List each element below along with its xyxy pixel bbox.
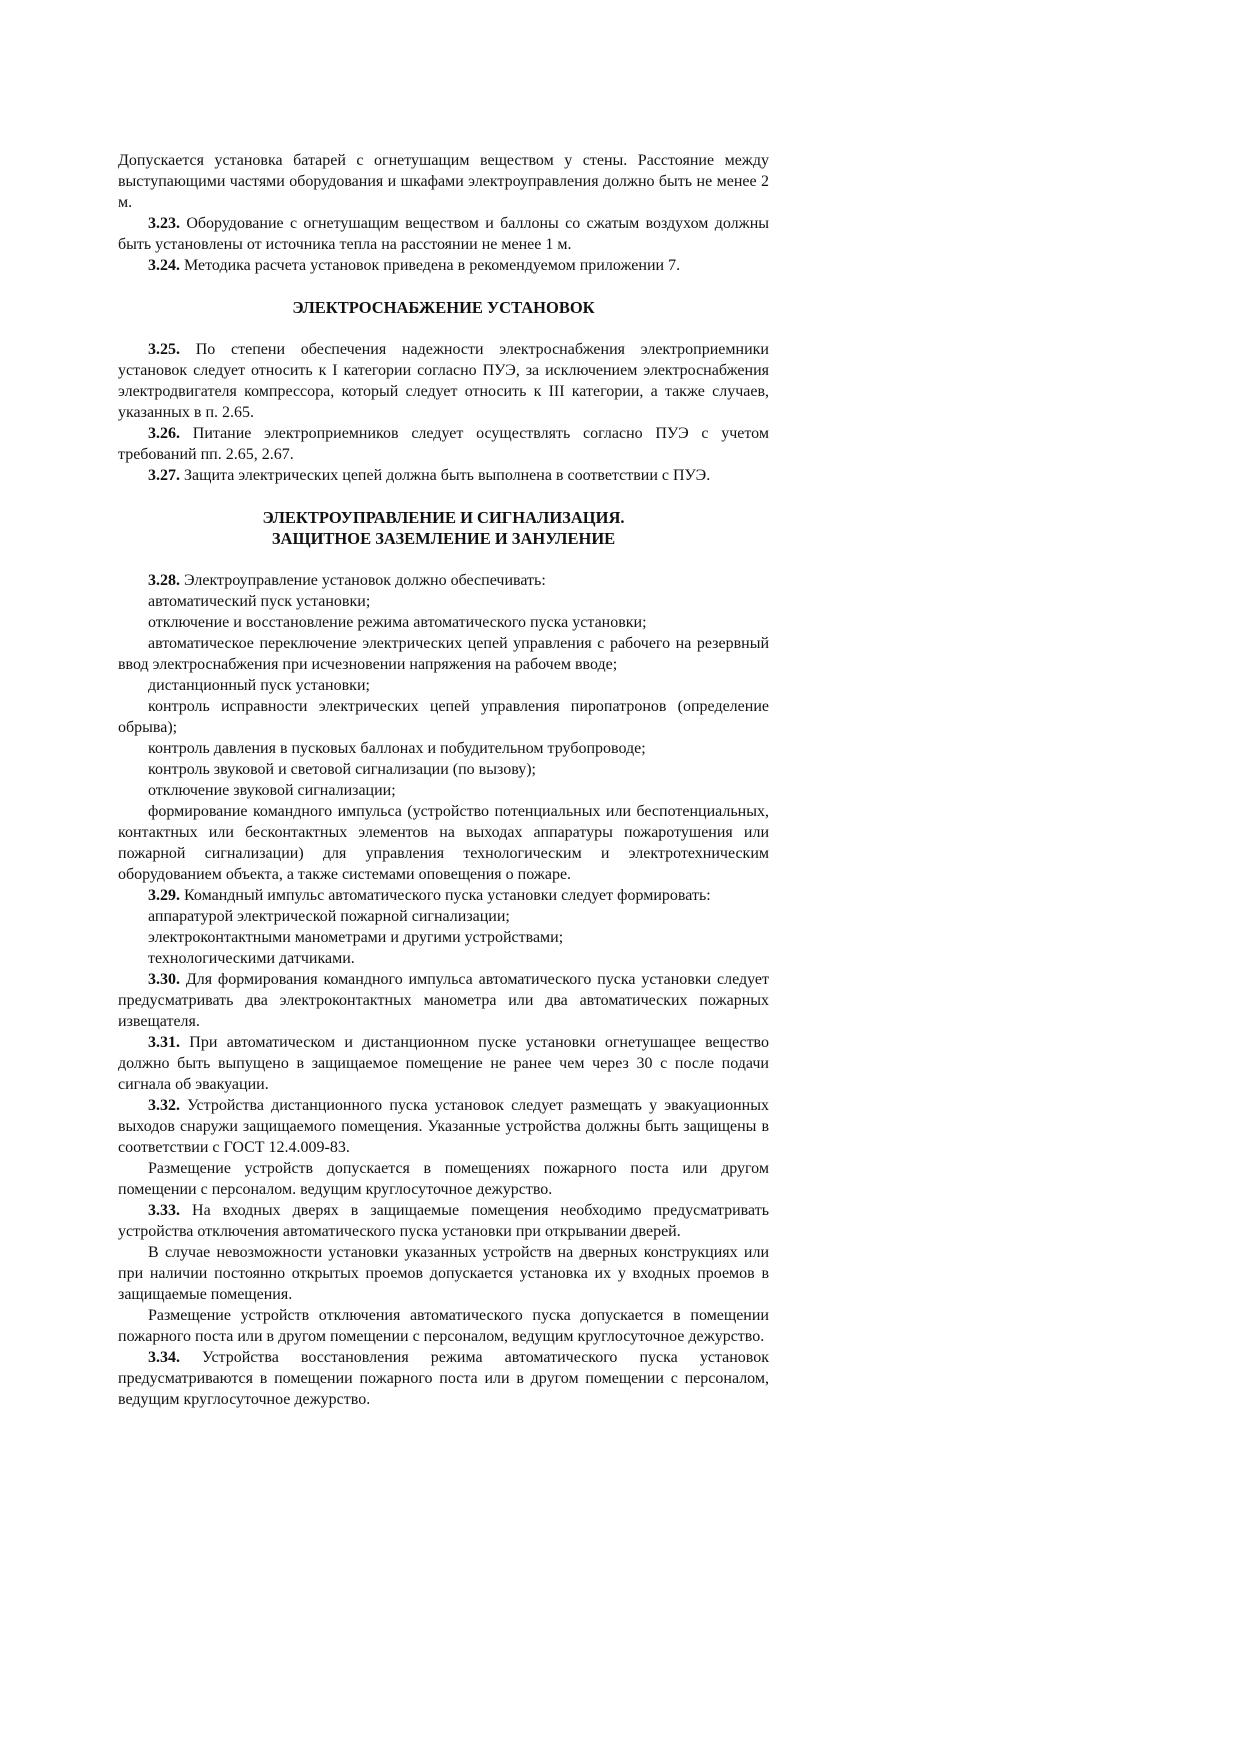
clause-number: 3.25. xyxy=(148,341,180,358)
paragraph-3-33 xyxy=(118,1200,769,1242)
list-item: отключение и восстановление режима автоматического пуска установки; xyxy=(148,614,647,631)
clause-text: Питание электроприемников следует осуществлять согласно ПУЭ с учетом требований пп. 2.65, 2.67. xyxy=(118,425,769,463)
list-item: технологическими датчиками. xyxy=(148,950,355,967)
list-item: дистанционный пуск установки; xyxy=(148,677,370,694)
clause-number: 3.28. xyxy=(148,572,180,589)
paragraph-3-31 xyxy=(118,1032,769,1095)
list-item: автоматическое переключение электрических цепей управления с рабочего на резервный ввод электроснабжения при исчезновении напряжения на рабочем вводе; xyxy=(118,635,769,673)
clause-text: Методика расчета установок приведена в рекомендуемом приложении 7. xyxy=(180,257,681,274)
clause-text: Защита электрических цепей должна быть выполнена в соответствии с ПУЭ. xyxy=(180,467,711,484)
clause-text: На входных дверях в защищаемые помещения необходимо предусматривать устройства отключения автоматического пуска установки при открывании дверей. xyxy=(118,1202,769,1240)
paragraph-3-33-b: В случае невозможности установки указанных устройств на дверных конструкциях или при наличии постоянно открытых проемов допускается установка их у входных проемов в защищаемые помещения. xyxy=(118,1244,769,1303)
paragraph-3-34 xyxy=(118,1347,769,1410)
clause-number: 3.33. xyxy=(148,1202,180,1219)
paragraph-3-23 xyxy=(118,213,769,255)
clause-text: Устройства дистанционного пуска установок следует размещать у эвакуационных выходов снаружи защищаемого помещения. Указанные устройства должны быть защищены в соответствии с ГОСТ 12.4.009-83. xyxy=(118,1097,769,1156)
clause-text: Оборудование с огнетушащим веществом и баллоны со сжатым воздухом должны быть установлены от источника тепла на расстоянии не менее 1 м. xyxy=(118,215,769,253)
paragraph-3-29 xyxy=(118,885,769,906)
paragraph-3-26 xyxy=(118,423,769,465)
clause-text: При автоматическом и дистанционном пуске установки огнетушащее вещество должно быть выпущено в защищаемое помещение не ранее чем через 30 с после подачи сигнала об эвакуации. xyxy=(118,1034,769,1093)
clause-number: 3.26. xyxy=(148,425,180,442)
clause-number: 3.27. xyxy=(148,467,180,484)
clause-number: 3.24. xyxy=(148,257,180,274)
paragraph-3-30 xyxy=(118,969,769,1032)
clause-number: 3.30. xyxy=(148,971,180,988)
clause-text: Для формирования командного импульса автоматического пуска установки следует предусматривать два электроконтактных манометра или два автоматических пожарных извещателя. xyxy=(118,971,769,1030)
list-item: контроль давления в пусковых баллонах и побудительном трубопроводе; xyxy=(148,740,646,757)
clause-text: По степени обеспечения надежности электроснабжения электроприемники установок следует относить к I категории согласно ПУЭ, за исключением электроснабжения электродвигателя компрессора, который следует относить к III категории, а также случаев, указанных в п. 2.65. xyxy=(118,341,769,421)
section-heading-control-line2: ЗАЩИТНОЕ ЗАЗЕМЛЕНИЕ И ЗАНУЛЕНИЕ xyxy=(271,529,616,548)
list-item: формирование командного импульса (устройство потенциальных или беспотенциальных, контактных или бесконтактных элементов на выходах аппаратуры пожаротушения или пожарной сигнализации) для управления технологическим и электротехническим оборудованием объекта, а также системами оповещения о пожаре. xyxy=(118,803,769,883)
paragraph-3-28 xyxy=(118,570,769,591)
clause-number: 3.23. xyxy=(148,215,180,232)
list-item: автоматический пуск установки; xyxy=(148,593,371,610)
paragraph-intro: Допускается установка батарей с огнетушащим веществом у стены. Расстояние между выступающими частями оборудования и шкафами электроуправления должно быть не менее 2 м. xyxy=(118,152,769,211)
section-heading-control-line1: ЭЛЕКТРОУПРАВЛЕНИЕ И СИГНАЛИЗАЦИЯ. xyxy=(262,508,625,527)
paragraph-3-32 xyxy=(118,1095,769,1158)
document-page xyxy=(118,150,769,1410)
clause-number: 3.31. xyxy=(148,1034,180,1051)
clause-text: Электроуправление установок должно обеспечивать: xyxy=(180,572,546,589)
paragraph-3-27 xyxy=(118,465,769,486)
paragraph-3-24 xyxy=(118,255,769,276)
clause-number: 3.29. xyxy=(148,887,180,904)
clause-text: Устройства восстановления режима автоматического пуска установок предусматриваются в помещении пожарного поста или в другом помещении с персоналом, ведущим круглосуточное дежурство. xyxy=(118,1349,769,1408)
clause-number: 3.34. xyxy=(148,1349,180,1366)
list-item: контроль исправности электрических цепей управления пиропатронов (определение обрыва); xyxy=(118,698,769,736)
clause-text: Командный импульс автоматического пуска установки следует формировать: xyxy=(180,887,711,904)
paragraph-3-25 xyxy=(118,339,769,423)
section-heading-power-supply: ЭЛЕКТРОСНАБЖЕНИЕ УСТАНОВОК xyxy=(292,298,595,317)
list-item: аппаратурой электрической пожарной сигнализации; xyxy=(148,908,510,925)
list-item: электроконтактными манометрами и другими устройствами; xyxy=(148,929,564,946)
paragraph-3-32-b: Размещение устройств допускается в помещениях пожарного поста или другом помещении с персоналом. ведущим круглосуточное дежурство. xyxy=(118,1160,769,1198)
paragraph-3-33-c: Размещение устройств отключения автоматического пуска допускается в помещении пожарного поста или в другом помещении с персоналом, ведущим круглосуточное дежурство. xyxy=(118,1307,769,1345)
clause-number: 3.32. xyxy=(148,1097,180,1114)
list-item: контроль звуковой и световой сигнализации (по вызову); xyxy=(148,761,536,778)
list-item: отключение звуковой сигнализации; xyxy=(148,782,396,799)
